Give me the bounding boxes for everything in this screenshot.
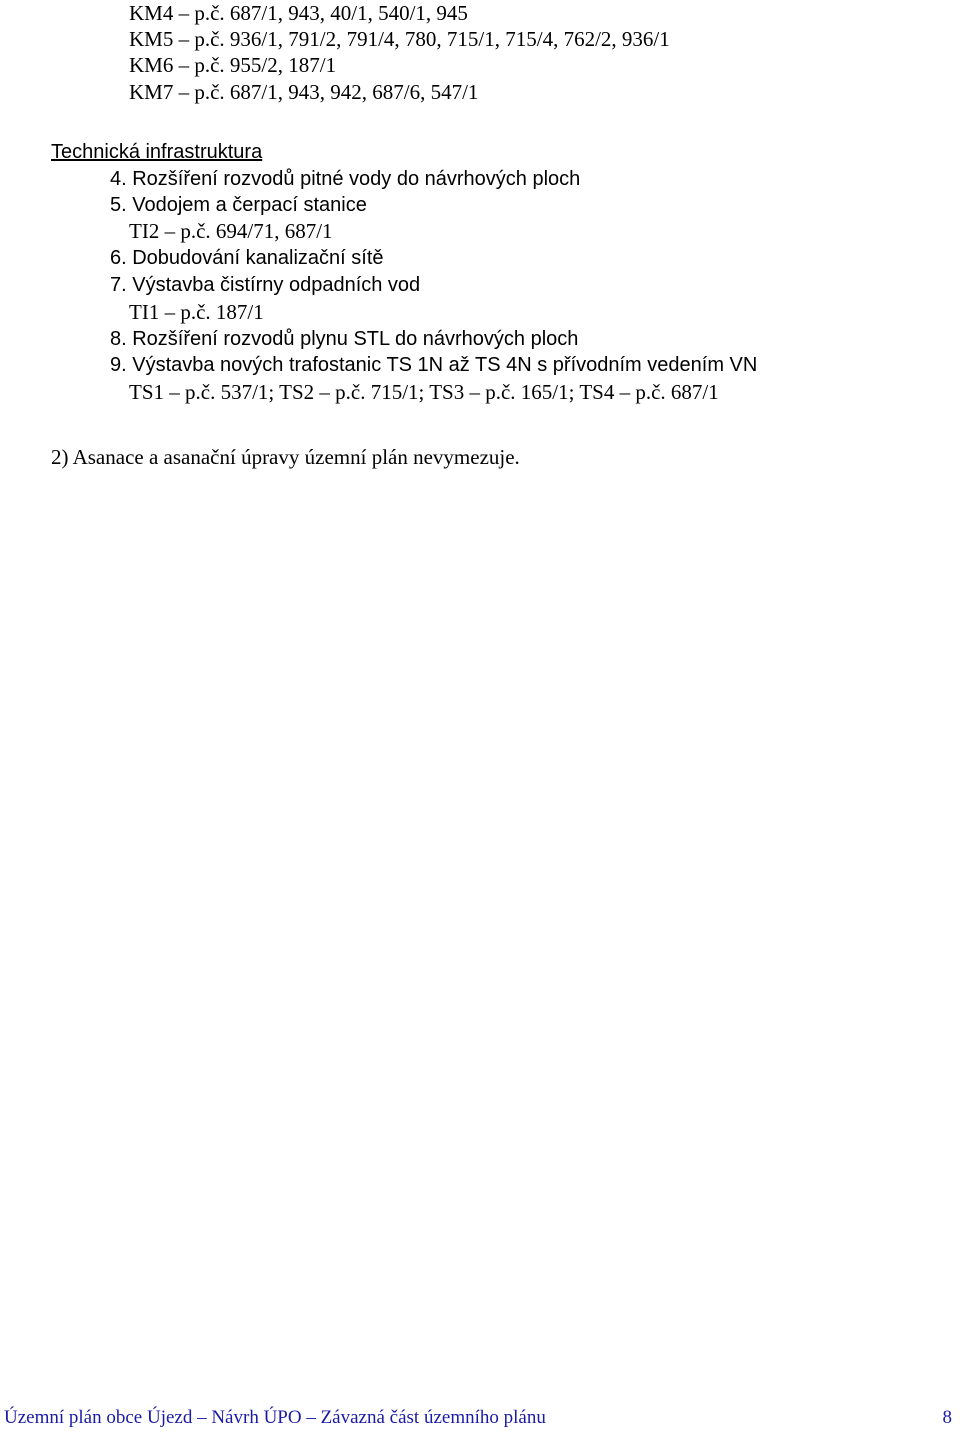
item-5: 5. Vodojem a čerpací stanice xyxy=(110,194,367,216)
km6-line: KM6 – p.č. 955/2, 187/1 xyxy=(129,53,337,77)
km5-line: KM5 – p.č. 936/1, 791/2, 791/4, 780, 715/1, 715/4, 762/2, 936/1 xyxy=(129,27,670,51)
footer-title: Územní plán obce Újezd – Návrh ÚPO – Závazná část územního plánu xyxy=(4,1407,546,1428)
item-7: 7. Výstavba čistírny odpadních vod xyxy=(110,274,421,296)
item-9-detail: TS1 – p.č. 537/1; TS2 – p.č. 715/1; TS3 – p.č. 165/1; TS4 – p.č. 687/1 xyxy=(129,380,719,404)
item-4: 4. Rozšíření rozvodů pitné vody do návrhových ploch xyxy=(110,168,581,190)
section-heading: Technická infrastruktura xyxy=(51,141,263,163)
item-5-detail: TI2 – p.č. 694/71, 687/1 xyxy=(129,219,333,243)
item-9: 9. Výstavba nových trafostanic TS 1N až TS 4N s přívodním vedením VN xyxy=(110,354,758,376)
km4-line: KM4 – p.č. 687/1, 943, 40/1, 540/1, 945 xyxy=(129,1,468,25)
footer-page-number: 8 xyxy=(942,1407,952,1428)
item-7-detail: TI1 – p.č. 187/1 xyxy=(129,300,264,324)
item-6: 6. Dobudování kanalizační sítě xyxy=(110,247,384,269)
item-8: 8. Rozšíření rozvodů plynu STL do návrhových ploch xyxy=(110,328,579,350)
asanace-paragraph: 2) Asanace a asanační úpravy územní plán nevymezuje. xyxy=(51,445,520,469)
page-footer xyxy=(4,1406,952,1434)
km7-line: KM7 – p.č. 687/1, 943, 942, 687/6, 547/1 xyxy=(129,80,479,104)
